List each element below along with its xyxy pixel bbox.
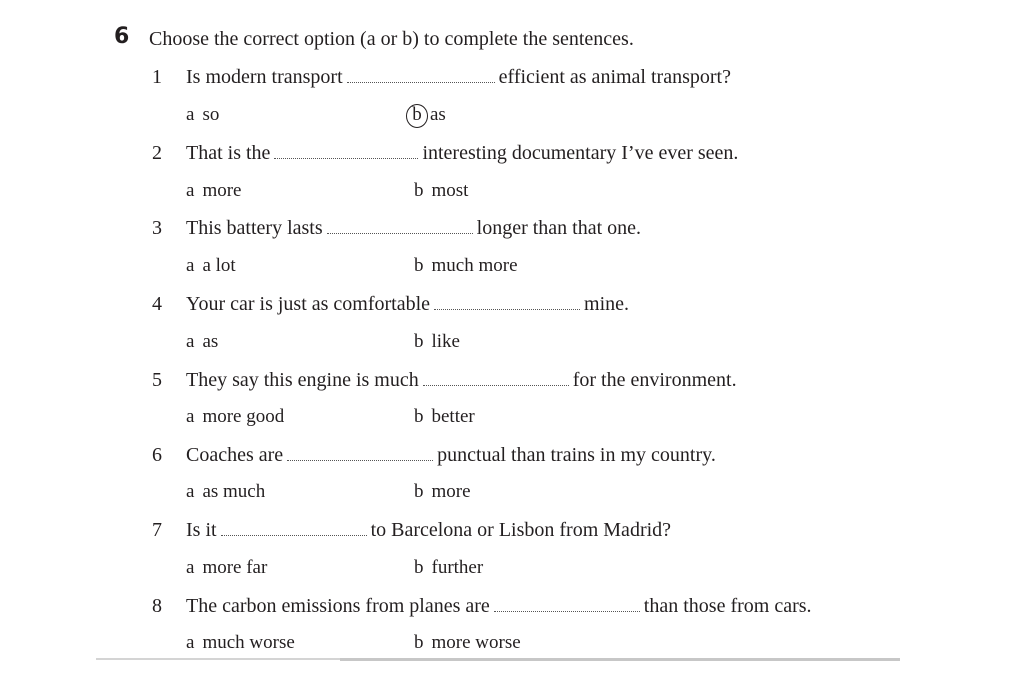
option-text: a lot [202, 255, 236, 276]
answer-blank[interactable] [347, 66, 495, 83]
option-text: further [431, 557, 484, 578]
option-a[interactable] [186, 255, 236, 277]
option-b[interactable] [414, 255, 518, 277]
question-2 [0, 142, 1024, 172]
answer-blank[interactable] [327, 217, 473, 234]
question-number: 1 [152, 66, 162, 88]
options-6 [0, 481, 1024, 509]
question-number: 4 [152, 293, 162, 315]
option-letter: a [186, 481, 195, 502]
option-text: much worse [202, 632, 295, 653]
option-a[interactable] [186, 331, 218, 353]
option-b[interactable] [414, 331, 460, 353]
question-text [186, 66, 731, 89]
sentence-start: Coaches are [186, 444, 284, 466]
question-7 [0, 519, 1024, 549]
option-b[interactable] [414, 180, 468, 202]
bottom-divider-shade [340, 658, 900, 661]
question-text [186, 369, 737, 392]
option-text: more [431, 481, 471, 502]
answer-blank[interactable] [221, 519, 367, 536]
sentence-start: Your car is just as comfortable [186, 293, 431, 315]
option-letter: a [186, 557, 195, 578]
exercise-number: 6 [114, 24, 130, 49]
option-letter: a [186, 255, 195, 276]
option-b-selected[interactable] [414, 104, 446, 128]
sentence-end: interesting documentary I’ve ever seen. [422, 142, 739, 164]
sentence-end: punctual than trains in my country. [437, 444, 716, 466]
question-8 [0, 595, 1024, 625]
question-1 [0, 66, 1024, 96]
exercise-instruction: Choose the correct option (a or b) to complete the sentences. [149, 28, 634, 50]
question-6 [0, 444, 1024, 474]
option-letter: a [186, 331, 195, 352]
question-number: 8 [152, 595, 162, 617]
answer-blank[interactable] [494, 595, 640, 612]
option-b[interactable] [414, 632, 521, 654]
answer-blank[interactable] [287, 444, 433, 461]
question-3 [0, 217, 1024, 247]
option-text: much more [431, 255, 518, 276]
sentence-start: Is modern transport [186, 66, 343, 88]
option-text: more [202, 180, 242, 201]
option-text: so [202, 104, 220, 125]
option-letter: a [186, 104, 195, 125]
sentence-end: mine. [584, 293, 630, 315]
option-letter: b [414, 255, 424, 276]
option-a[interactable] [186, 481, 265, 503]
options-3 [0, 255, 1024, 283]
question-5 [0, 369, 1024, 399]
option-text: as [430, 104, 446, 125]
option-letter: b [414, 632, 424, 653]
option-b[interactable] [414, 557, 483, 579]
sentence-end: efficient as animal transport? [498, 66, 731, 88]
options-4 [0, 331, 1024, 359]
circled-letter-icon: b [406, 104, 428, 128]
sentence-end: to Barcelona or Lisbon from Madrid? [370, 519, 672, 541]
question-text [186, 293, 629, 316]
option-text: most [431, 180, 469, 201]
option-letter: a [186, 632, 195, 653]
answer-blank[interactable] [423, 369, 569, 386]
question-text [186, 142, 738, 165]
options-7 [0, 557, 1024, 585]
sentence-start: The carbon emissions from planes are [186, 595, 490, 617]
option-letter: b [414, 557, 424, 578]
answer-blank[interactable] [434, 293, 580, 310]
question-text [186, 217, 641, 240]
question-text [186, 444, 716, 467]
option-letter: b [414, 331, 424, 352]
option-text: as [202, 331, 219, 352]
options-5 [0, 406, 1024, 434]
question-4 [0, 293, 1024, 323]
option-b[interactable] [414, 406, 475, 428]
option-letter: a [186, 180, 195, 201]
sentence-end: longer than that one. [476, 217, 642, 239]
option-text: more worse [431, 632, 521, 653]
option-letter: b [414, 180, 424, 201]
option-a[interactable] [186, 406, 284, 428]
question-number: 7 [152, 519, 162, 541]
question-number: 5 [152, 369, 162, 391]
option-a[interactable] [186, 104, 219, 126]
sentence-end: for the environment. [572, 369, 737, 391]
options-8 [0, 632, 1024, 660]
question-number: 6 [152, 444, 162, 466]
option-letter: b [414, 406, 424, 427]
option-letter: a [186, 406, 195, 427]
option-a[interactable] [186, 632, 295, 654]
sentence-end: than those from cars. [643, 595, 812, 617]
question-number: 2 [152, 142, 162, 164]
sentence-start: They say this engine is much [186, 369, 419, 391]
question-text [186, 595, 812, 618]
question-text [186, 519, 671, 542]
option-letter: b [414, 481, 424, 502]
option-a[interactable] [186, 557, 267, 579]
question-number: 3 [152, 217, 162, 239]
sentence-start: That is the [186, 142, 271, 164]
option-text: more far [202, 557, 268, 578]
answer-blank[interactable] [274, 142, 418, 159]
options-1 [0, 104, 1024, 132]
option-text: as much [202, 481, 266, 502]
sentence-start: Is it [186, 519, 217, 541]
options-2 [0, 180, 1024, 208]
option-b[interactable] [414, 481, 471, 503]
option-text: like [431, 331, 460, 352]
option-text: better [431, 406, 475, 427]
sentence-start: This battery lasts [186, 217, 323, 239]
option-a[interactable] [186, 180, 241, 202]
option-text: more good [202, 406, 285, 427]
